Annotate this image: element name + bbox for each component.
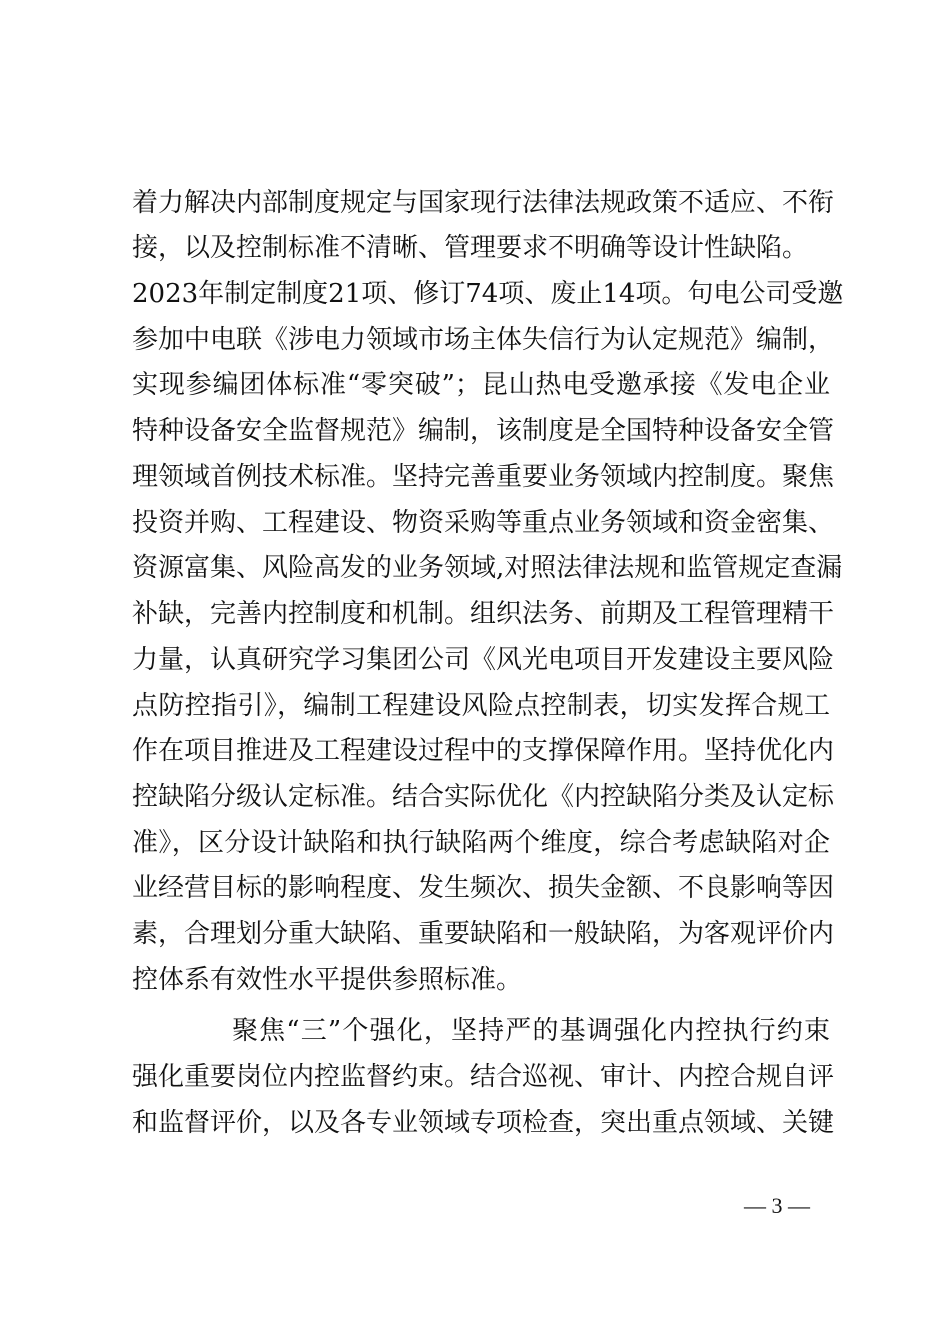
- text-line: 补缺，完善内控制度和机制。组织法务、前期及工程管理精干: [132, 599, 835, 629]
- text-line: 资源富集、风险高发的业务领域,对照法律法规和监管规定查漏: [132, 553, 843, 583]
- page-number: — 3 —: [744, 1193, 810, 1218]
- text-line: 特种设备安全监督规范》编制，该制度是全国特种设备安全管: [132, 416, 835, 446]
- text-line: 着力解决内部制度规定与国家现行法律法规政策不适应、不衔: [132, 188, 835, 218]
- text-line: 接，以及控制标准不清晰、管理要求不明确等设计性缺陷。: [132, 233, 809, 263]
- text-line: 准》，区分设计缺陷和执行缺陷两个维度，综合考虑缺陷对企: [132, 828, 830, 858]
- text-line: 控体系有效性水平提供参照标准。: [132, 965, 523, 995]
- section-heading-line: 聚焦“三”个强化，坚持严的基调强化内控执行约束: [232, 1016, 830, 1046]
- text-line: 力量，认真研究学习集团公司《风光电项目开发建设主要风险: [132, 645, 835, 675]
- text-line: 投资并购、工程建设、物资采购等重点业务领域和资金密集、: [132, 508, 835, 538]
- text-line: 控缺陷分级认定标准。结合实际优化《内控缺陷分类及认定标: [132, 782, 835, 812]
- text-line: 实现参编团体标准“零突破”；昆山热电受邀承接《发电企业: [132, 370, 830, 400]
- text-line: 2023年制定制度21项、修订74项、废止14项。句电公司受邀: [132, 279, 844, 309]
- text-line: 和监督评价，以及各专业领域专项检查，突出重点领域、关键: [132, 1108, 835, 1138]
- text-line: 强化重要岗位内控监督约束。结合巡视、审计、内控合规自评: [132, 1062, 835, 1092]
- text-line: 作在项目推进及工程建设过程中的支撑保障作用。坚持优化内: [132, 736, 835, 766]
- text-line: 理领域首例技术标准。坚持完善重要业务领域内控制度。聚焦: [132, 462, 835, 492]
- text-line: 业经营目标的影响程度、发生频次、损失金额、不良影响等因: [132, 873, 835, 903]
- text-line: 素，合理划分重大缺陷、重要缺陷和一般缺陷，为客观评价内: [132, 919, 835, 949]
- text-line: 参加中电联《涉电力领域市场主体失信行为认定规范》编制，: [132, 325, 835, 355]
- text-line: 点防控指引》，编制工程建设风险点控制表，切实发挥合规工: [132, 691, 830, 721]
